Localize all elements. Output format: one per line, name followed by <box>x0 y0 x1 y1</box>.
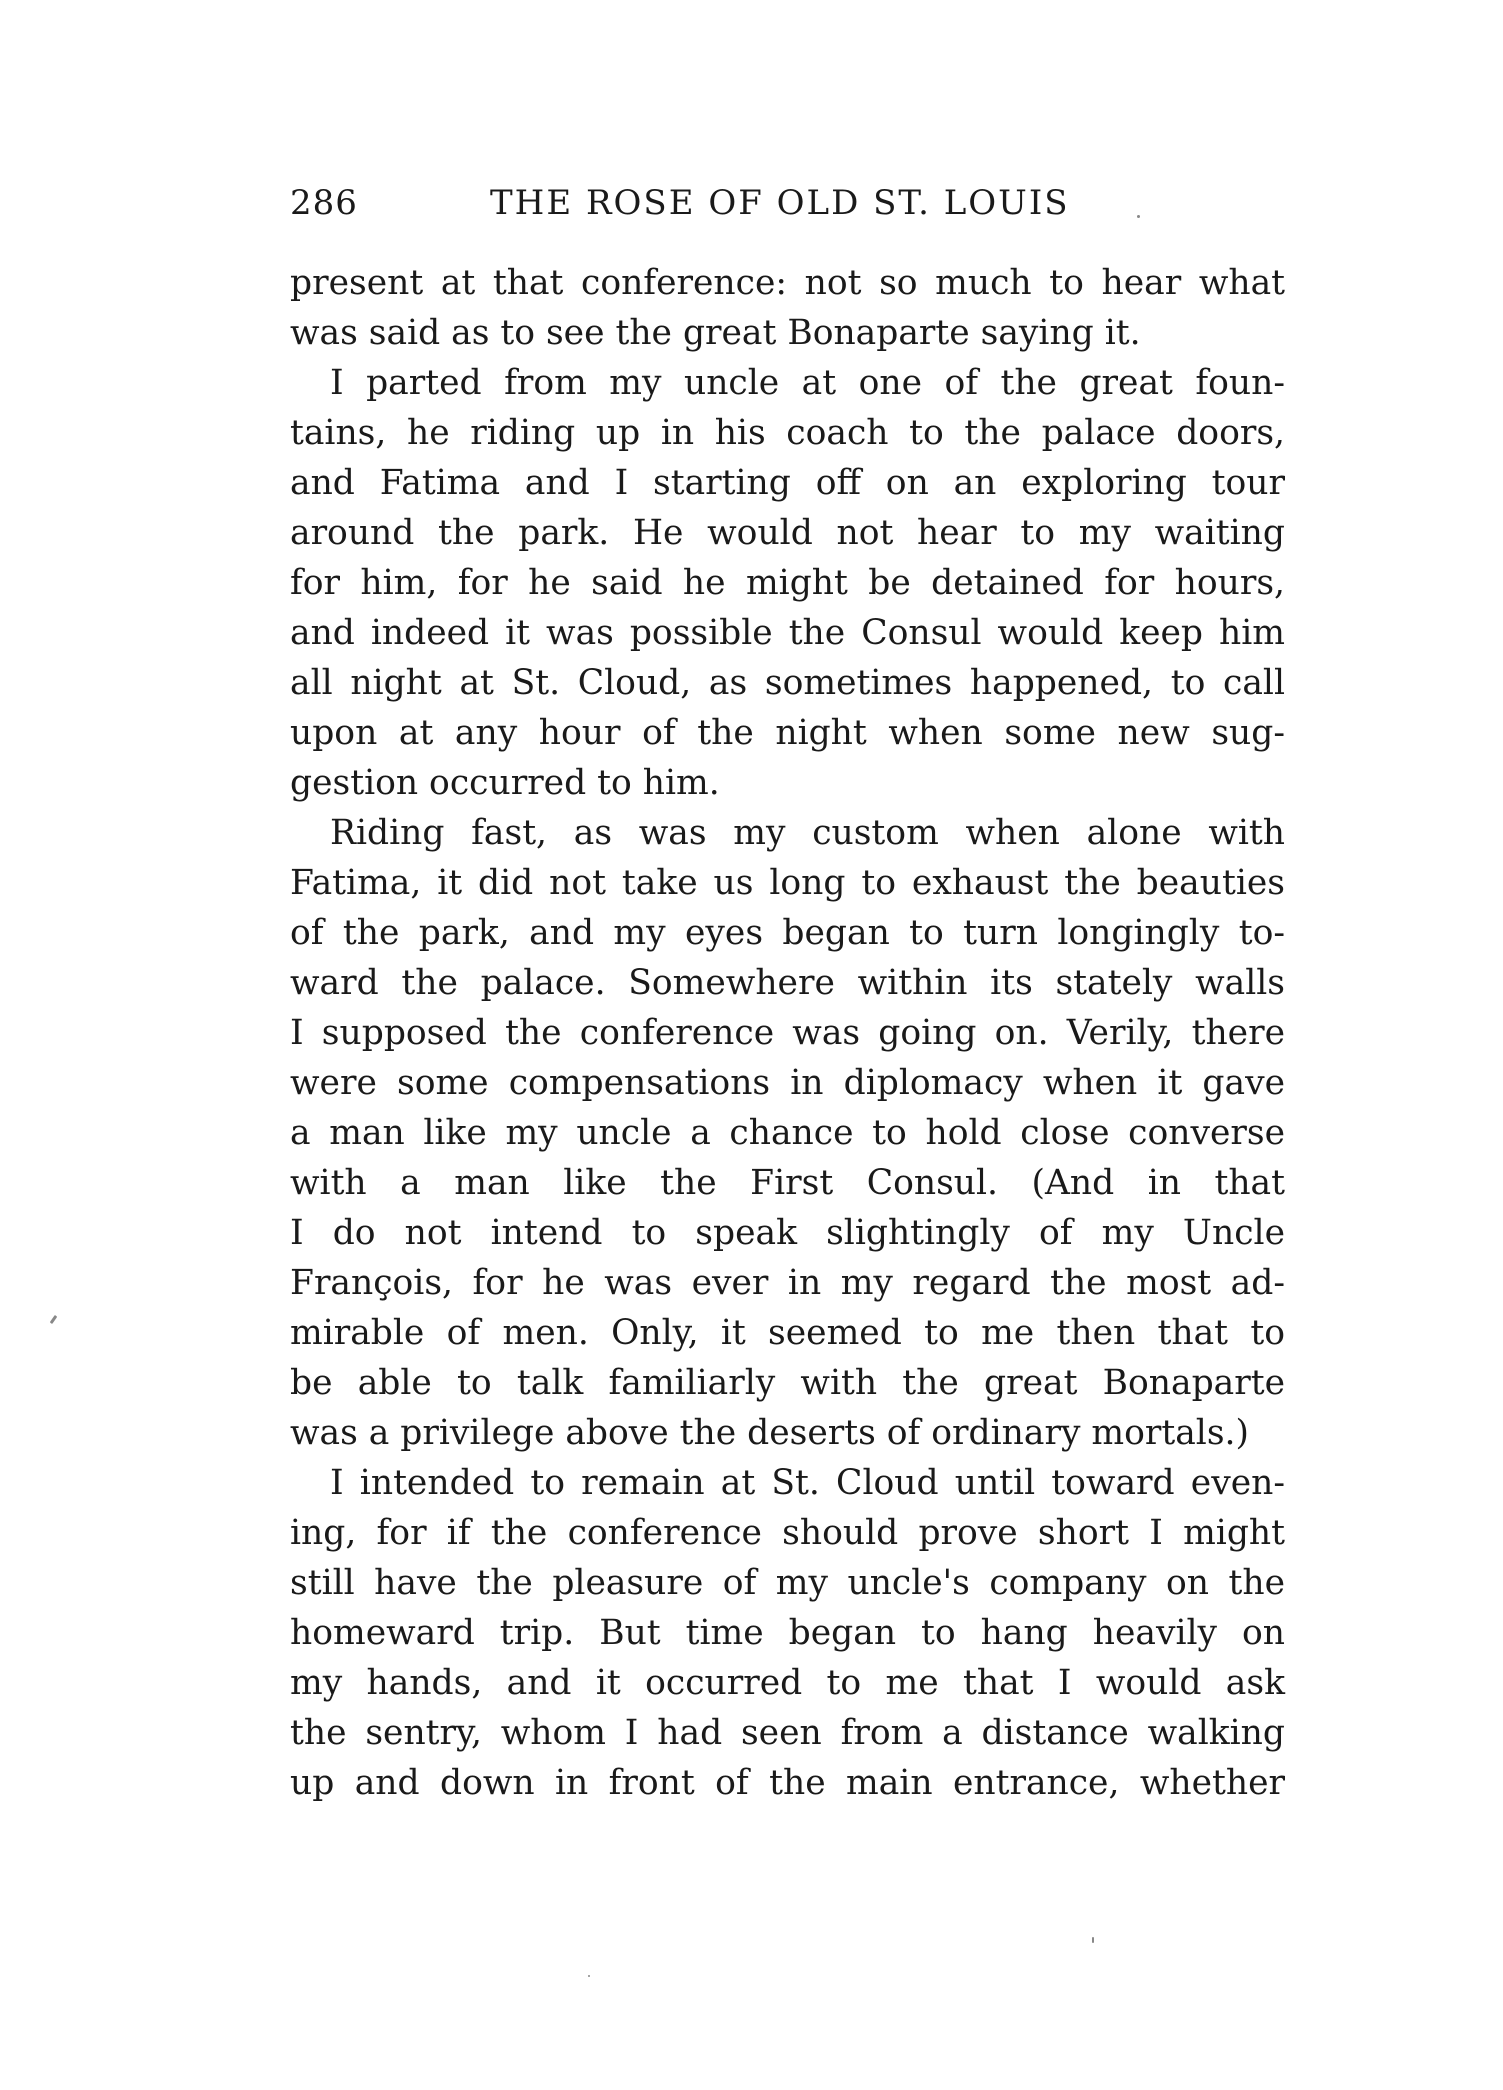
text-line: homeward trip. But time began to hang heavily on <box>290 1613 1285 1653</box>
text-line: I intended to remain at St. Cloud until toward even- <box>330 1463 1285 1503</box>
text-line: I parted from my uncle at one of the great foun- <box>330 363 1285 403</box>
text-line: were some compensations in diplomacy when it gave <box>290 1063 1285 1103</box>
text-line: still have the pleasure of my uncle's company on the <box>290 1563 1285 1603</box>
text-line: and Fatima and I starting off on an exploring tour <box>290 463 1285 503</box>
text-line: be able to talk familiarly with the great Bonaparte <box>290 1363 1285 1403</box>
scan-speck <box>1137 215 1140 218</box>
text-line: was said as to see the great Bonaparte saying it. <box>290 313 1141 353</box>
text-line: ing, for if the conference should prove short I might <box>290 1513 1285 1553</box>
text-line: Riding fast, as was my custom when alone with <box>330 813 1285 853</box>
text-line: I do not intend to speak slightingly of my Uncle <box>290 1213 1285 1253</box>
text-line: mirable of men. Only, it seemed to me then that to <box>290 1313 1285 1353</box>
text-line: with a man like the First Consul. (And in that <box>290 1163 1285 1203</box>
scan-speck <box>588 1975 590 1977</box>
body-text <box>290 258 1285 1808</box>
running-header <box>290 178 1285 228</box>
text-line: ward the palace. Somewhere within its stately walls <box>290 963 1285 1003</box>
text-line: my hands, and it occurred to me that I would ask <box>290 1663 1285 1703</box>
text-line: a man like my uncle a chance to hold close converse <box>290 1113 1285 1153</box>
text-line: Fatima, it did not take us long to exhaust the beauties <box>290 863 1285 903</box>
text-line: all night at St. Cloud, as sometimes happened, to call <box>290 663 1285 703</box>
text-line: of the park, and my eyes began to turn longingly to- <box>290 913 1285 953</box>
scan-speck <box>1092 1937 1094 1943</box>
text-line: the sentry, whom I had seen from a distance walking <box>290 1713 1285 1753</box>
text-line: was a privilege above the deserts of ordinary mortals.) <box>290 1413 1249 1453</box>
running-title: THE ROSE OF OLD ST. LOUIS <box>490 183 1070 223</box>
text-line: I supposed the conference was going on. Verily, there <box>290 1013 1285 1053</box>
text-line: and indeed it was possible the Consul would keep him <box>290 613 1285 653</box>
scan-speck <box>50 1315 58 1324</box>
text-line: for him, for he said he might be detained for hours, <box>290 563 1285 603</box>
text-line: present at that conference: not so much to hear what <box>290 263 1285 303</box>
text-line: gestion occurred to him. <box>290 763 720 803</box>
page-number: 286 <box>290 183 358 223</box>
text-line: upon at any hour of the night when some new sug- <box>290 713 1285 753</box>
text-line: up and down in front of the main entrance, whether <box>290 1763 1285 1803</box>
text-line: François, for he was ever in my regard the most ad- <box>290 1263 1285 1303</box>
text-line: tains, he riding up in his coach to the palace doors, <box>290 413 1285 453</box>
text-line: around the park. He would not hear to my waiting <box>290 513 1285 553</box>
